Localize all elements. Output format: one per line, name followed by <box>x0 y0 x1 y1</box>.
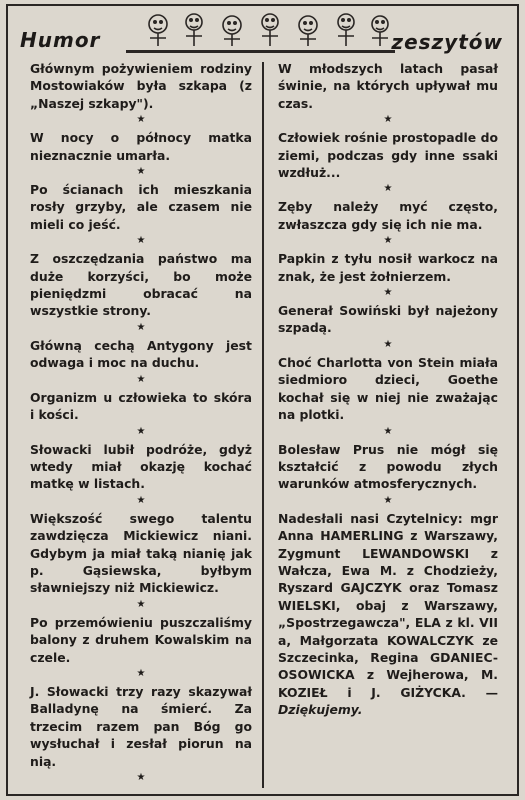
joke-item: Głównym pożywieniem rodziny Mostowiaków była szkapa (z „Naszej szkapy"). <box>30 61 252 111</box>
star-separator: ★ <box>136 772 146 783</box>
star-separator: ★ <box>383 338 393 350</box>
star-separator: ★ <box>136 494 146 506</box>
thanks-text: Dziękujemy. <box>278 702 363 718</box>
content-columns <box>10 60 515 790</box>
star-separator: ★ <box>136 166 146 178</box>
star-separator: ★ <box>383 183 393 195</box>
joke-item: Po przemówieniu puszczaliśmy balony z druhem Kowalskim na czele. <box>30 614 252 665</box>
title-humor: Humor <box>20 28 101 52</box>
header-rule <box>126 50 395 53</box>
right-column <box>278 60 498 790</box>
joke-item: Słowacki lubił podróże, gdyż wtedy miał okazję kochać matkę w listach. <box>30 441 252 492</box>
star-separator: ★ <box>136 598 146 610</box>
header <box>8 6 517 58</box>
joke-item: W młodszych latach pasał świnie, na których upływał mu czas. <box>278 61 498 111</box>
credits-body: Nadesłali nasi Czytelnicy: mgr Anna HAMERLING z Warszawy, Zygmunt LEWANDOWSKI z Wałcza, Ewa M. z Chodzieży, Ryszard GAJCZYK oraz Tomasz WIELSKI, obaj z Warszawy, „Spostrzegawcza", ELA z kl. VII a, Małgorzata KOWALCZYK ze Szczecinka, Regina GDANIEC-OSOWICKA z Wejherowa, M. KOZIEŁ i J. GIŻYCKA. — <box>278 510 498 700</box>
joke-item: Zęby należy myć często, zwłaszcza gdy się ich nie ma. <box>278 199 498 232</box>
credits-text <box>278 510 498 719</box>
joke-item: Choć Charlotta von Stein miała siedmioro dzieci, Goethe kochał się w niej nie zważając na plotki. <box>278 354 498 423</box>
column-divider <box>262 62 264 788</box>
joke-item: Organizm u człowieka to skóra i kości. <box>30 389 252 423</box>
cartoon-figures-illustration <box>136 8 396 52</box>
star-separator: ★ <box>136 321 146 333</box>
star-separator: ★ <box>136 235 146 247</box>
title-zeszytow: zeszytów <box>391 30 503 54</box>
joke-item: Główną cechą Antygony jest odwaga i moc na duchu. <box>30 337 252 371</box>
joke-item: Z oszczędzania państwo ma duże korzyści, bo może pieniędzmi obracać na wszystkie strony. <box>30 251 252 319</box>
star-separator: ★ <box>136 667 146 679</box>
joke-item: Po ścianach ich mieszkania rosły grzyby, ale czasem nie mieli co jeść. <box>30 182 252 232</box>
left-column <box>30 60 252 790</box>
joke-item: J. Słowacki trzy razy skazywał Balladynę na śmierć. Za trzecim razem pan Bóg go wysłuchał i zesłał piorun na nią. <box>30 683 252 769</box>
star-separator: ★ <box>136 114 146 126</box>
joke-item: Papkin z tyłu nosił warkocz na znak, że jest żołnierzem. <box>278 251 498 284</box>
star-separator: ★ <box>383 287 393 299</box>
star-separator: ★ <box>383 114 393 126</box>
joke-item: Bolesław Prus nie mógł się kształcić z powodu złych warunków atmosferycznych. <box>278 441 498 492</box>
star-separator: ★ <box>383 494 393 506</box>
star-separator: ★ <box>136 373 146 385</box>
joke-item: W nocy o północy matka nieznacznie umarła. <box>30 130 252 163</box>
star-separator: ★ <box>383 235 393 247</box>
joke-item: Generał Sowiński był najeżony szpadą. <box>278 303 498 336</box>
joke-item: Większość swego talentu zawdzięcza Mickiewicz niani. Gdybym ja miał taką nianię jak p. Gąsiewska, byłbym sławniejszy niż Mickiewicz. <box>30 510 252 596</box>
star-separator: ★ <box>383 425 393 437</box>
joke-item: Człowiek rośnie prostopadle do ziemi, podczas gdy inne ssaki wzdłuż... <box>278 130 498 181</box>
star-separator: ★ <box>136 425 146 437</box>
